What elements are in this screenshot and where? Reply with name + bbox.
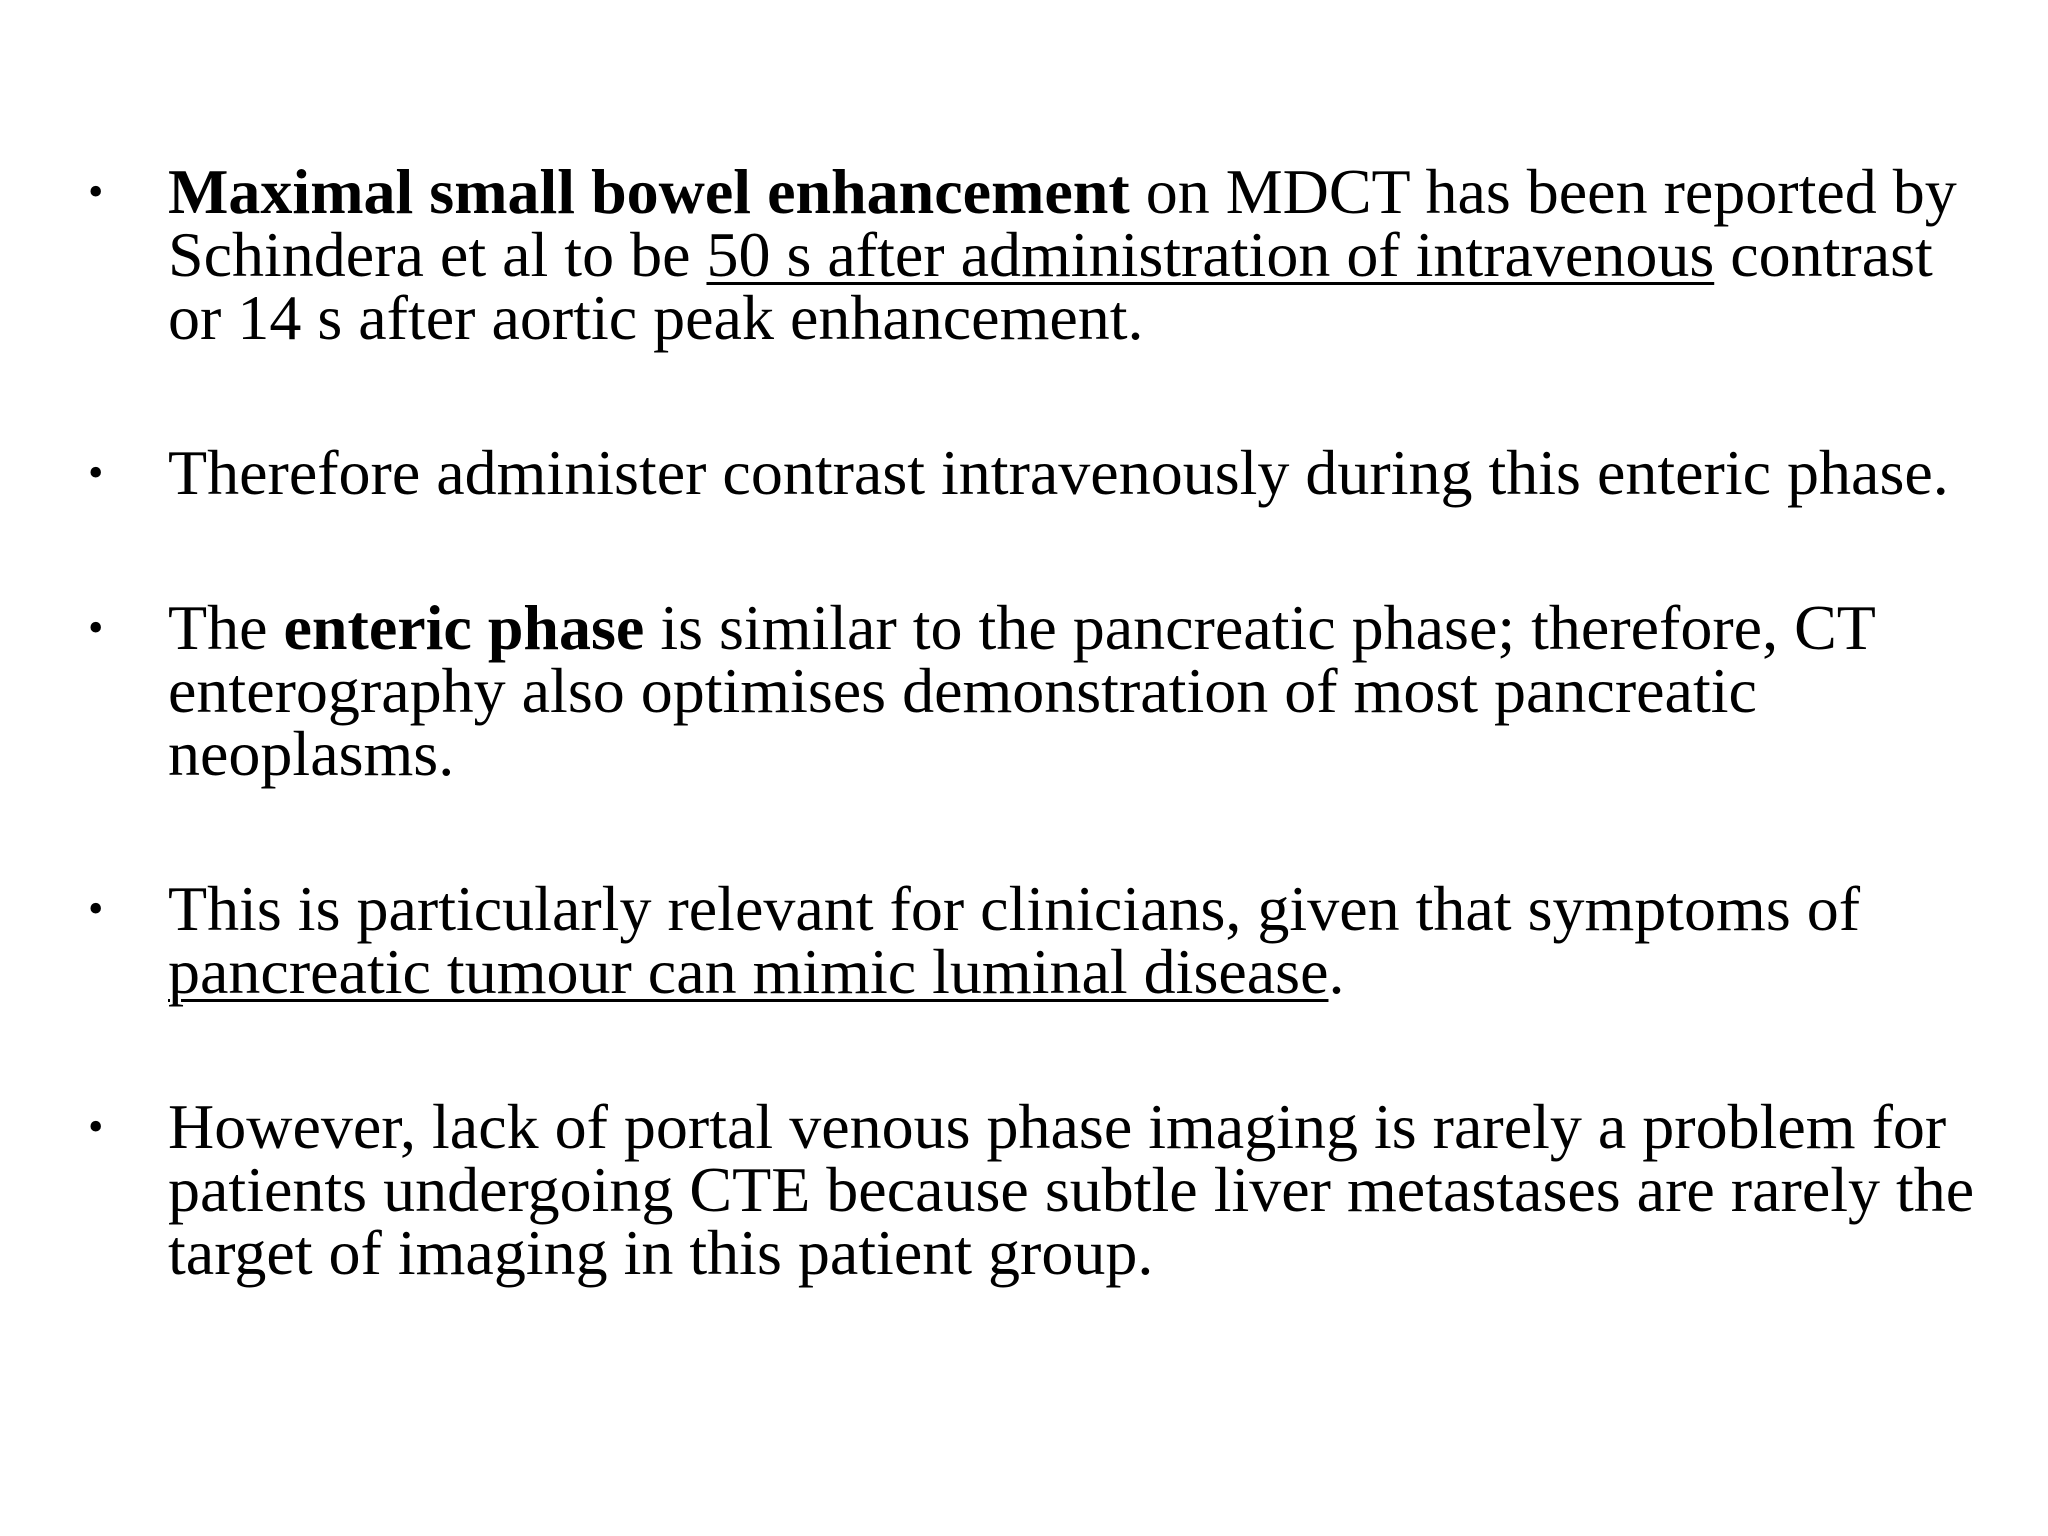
- bullet-1-text-a: on MDCT has been reported by Schindera et al to be: [168, 156, 1957, 290]
- bullet-item-2: [0, 437, 2048, 508]
- bullet-marker: •: [88, 1102, 104, 1151]
- bullet-marker: •: [88, 603, 104, 652]
- bullet-1-bold-lead: Maximal small bowel enhancement: [168, 156, 1130, 227]
- bullet-4-text-a: This is particularly relevant for clinicians, given that symptoms of: [168, 873, 1861, 944]
- bullet-4-underlined: pancreatic tumour can mimic luminal disease: [168, 936, 1329, 1007]
- bullet-item-5: [0, 1091, 2048, 1288]
- bullet-3-text-a: The: [168, 592, 284, 663]
- bullet-1-text-b: contrast or 14 s after aortic peak enhancement.: [168, 219, 1933, 353]
- bullet-item-3: [0, 592, 2048, 789]
- bullet-marker: •: [88, 448, 104, 497]
- bullet-item-1: [0, 156, 2048, 353]
- bullet-1-underlined: 50 s after administration of intravenous: [706, 219, 1715, 290]
- bullet-3-text-b: is similar to the pancreatic phase; therefore, CT enterography also optimises demonstration of most pancreatic neoplasms.: [168, 592, 1875, 789]
- bullet-marker: •: [88, 884, 104, 933]
- bullet-4-text-b: .: [1328, 936, 1345, 1007]
- bullet-list: [0, 156, 2048, 1376]
- bullet-marker: •: [88, 167, 104, 216]
- bullet-5-text: However, lack of portal venous phase imaging is rarely a problem for patients undergoing CTE because subtle liver metastases are rarely the target of imaging in this patient group.: [168, 1091, 1975, 1288]
- bullet-3-bold: enteric phase: [283, 592, 645, 663]
- bullet-item-4: [0, 873, 2048, 1007]
- bullet-2-text: Therefore administer contrast intravenously during this enteric phase.: [168, 437, 1949, 508]
